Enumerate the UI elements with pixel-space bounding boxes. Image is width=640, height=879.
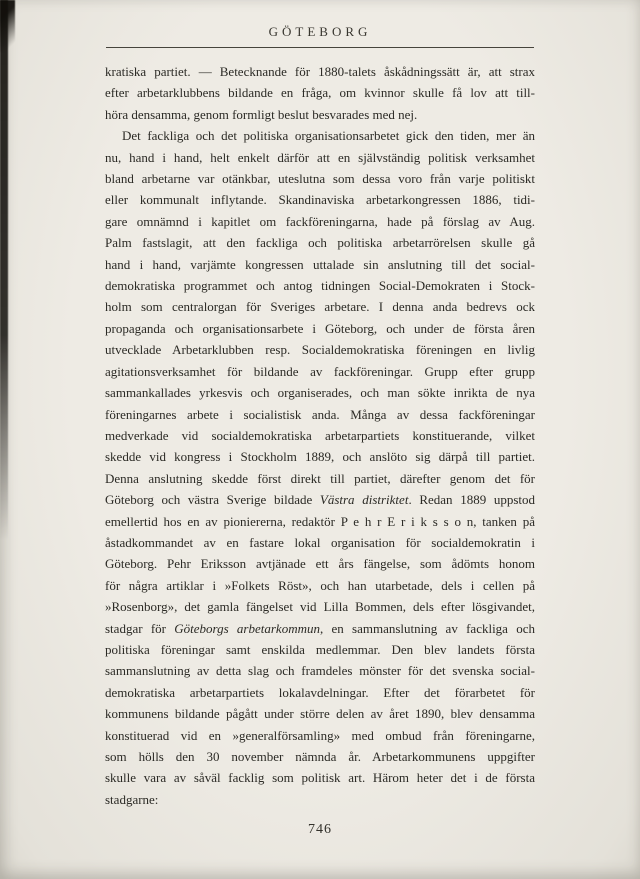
text-run: propaganda och organisationsarbete i Göteborg, och under de första åren bbox=[105, 320, 535, 336]
text-run: demokratiska arbetarpartiets lokalavdelningar. Efter det förarbetet för bbox=[105, 684, 535, 700]
text-run: stadgar för bbox=[105, 620, 175, 636]
text-line bbox=[105, 232, 535, 253]
text-line bbox=[105, 168, 535, 189]
text-run: Denna anslutning skedde först direkt till partiet, därefter genom det för bbox=[105, 470, 535, 486]
text-run: hand i hand, varjämte kongressen uttalade sin anslutning till det social- bbox=[105, 256, 535, 272]
page-number: 746 bbox=[308, 822, 332, 837]
text-line bbox=[105, 339, 535, 360]
text-run: medverkade vid socialdemokratiska arbetarpartiets konstituerande, vilket bbox=[105, 427, 535, 443]
text-line bbox=[105, 211, 535, 232]
text-line bbox=[105, 446, 535, 467]
text-run: föreningarnes arbete i socialistisk anda. Många av dessa fackföreningar bbox=[105, 406, 535, 422]
text-line bbox=[105, 468, 535, 489]
italic-text-run: Västra distriktet bbox=[319, 492, 409, 508]
text-line bbox=[105, 511, 535, 532]
text-line bbox=[105, 189, 535, 210]
text-run: åstadkommandet av en fastare lokal organisation för socialdemokratin i bbox=[105, 534, 535, 550]
text-run: kommunens bildande pågått under större delen av året 1890, blev densamma bbox=[105, 706, 535, 722]
text-line bbox=[105, 404, 535, 425]
text-line bbox=[105, 660, 535, 681]
scan-corner-shadow bbox=[0, 0, 15, 52]
text-run: sammanslutning av detta slag och framdeles mönster för det svenska social- bbox=[105, 663, 535, 679]
text-run: nu, hand i hand, helt enkelt därför att en självständig politisk verksamhet bbox=[105, 149, 535, 165]
text-run: stadgarne: bbox=[105, 791, 159, 807]
text-line bbox=[105, 682, 535, 703]
text-run: Palm fastslagit, att den fackliga och politiska arbetarrörelsen skulle gå bbox=[105, 235, 535, 251]
text-line bbox=[105, 746, 535, 767]
text-line bbox=[105, 553, 535, 574]
text-line bbox=[105, 296, 535, 317]
text-line bbox=[105, 254, 535, 275]
scan-edge-shadow bbox=[0, 0, 8, 540]
text-line bbox=[105, 104, 535, 125]
text-line bbox=[105, 639, 535, 660]
text-line bbox=[105, 82, 535, 103]
text-run: , en sammanslutning av fackliga och bbox=[319, 620, 536, 636]
text-line bbox=[105, 532, 535, 553]
body-text bbox=[105, 61, 535, 810]
text-line bbox=[105, 789, 535, 810]
italic-text-run: Göteborgs arbetarkommun bbox=[174, 620, 320, 636]
text-run: Det fackliga och det politiska organisationsarbetet gick den tiden, mer än bbox=[122, 128, 535, 144]
text-run: utvecklade Arbetarklubben resp. Socialdemokratiska föreningen en livlig bbox=[105, 342, 535, 358]
text-run: politiska föreningar samt enskilda medlemmar. Den blev landets första bbox=[105, 641, 535, 657]
text-run: demokratiska programmet och antog tidningen Social-Demokraten i Stock- bbox=[105, 278, 535, 294]
text-run: kratiska partiet. — Betecknande för 1880-talets åskådningssätt är, att strax bbox=[105, 64, 535, 79]
text-run: bland arbetarne var otänkbar, uteslutna som dessa voro från varje politiskt bbox=[105, 171, 535, 187]
text-line bbox=[105, 489, 535, 510]
text-run: skulle vara av såväl facklig som politisk art. Härom heter det i de första bbox=[105, 770, 535, 786]
text-run: efter arbetarklubbens bildande en fråga, om kvinnor skulle få lov att till- bbox=[105, 85, 535, 101]
text-line bbox=[105, 725, 535, 746]
text-line bbox=[105, 575, 535, 596]
text-line bbox=[105, 618, 535, 639]
text-line bbox=[105, 147, 535, 168]
text-run: Göteborg och västra Sverige bildade bbox=[105, 492, 320, 508]
text-line bbox=[105, 596, 535, 617]
text-line bbox=[105, 767, 535, 788]
page-header bbox=[0, 24, 640, 48]
text-run: eller kommunalt inflytande. Skandinaviska arbetarkongressen 1886, tidi- bbox=[105, 192, 535, 208]
text-run: som hölls den 30 november nämnda år. Arbetarkommunens uppgifter bbox=[105, 749, 535, 764]
text-line bbox=[105, 125, 535, 146]
text-line bbox=[105, 318, 535, 339]
text-run: skedde vid kongress i Stockholm 1889, och anslöto sig därpå till partiet. bbox=[105, 449, 535, 465]
text-run: emellertid hos en av pioniererna, redaktör P e h r E r i k s s o n, tanken på bbox=[105, 513, 535, 529]
running-head: GÖTEBORG bbox=[268, 24, 372, 39]
text-line bbox=[105, 703, 535, 724]
text-run: gare omnämnd i kapitlet om fackföreningarna, hade på förslag av Aug. bbox=[105, 213, 535, 229]
text-line bbox=[105, 382, 535, 403]
text-run: konstituerad vid en »generalförsamling» med ombud från föreningarne, bbox=[105, 727, 535, 743]
text-line bbox=[105, 425, 535, 446]
text-line bbox=[105, 275, 535, 296]
text-run: för några artiklar i »Folkets Röst», och han utarbetade, dels i cellen på bbox=[105, 577, 535, 593]
page-footer bbox=[0, 822, 640, 838]
text-run: . Redan 1889 uppstod bbox=[408, 492, 536, 508]
text-run: holm som centralorgan för Sveriges arbetare. I denna anda bedrevs ock bbox=[105, 299, 535, 315]
text-run: höra densamma, genom formligt beslut besvarades med nej. bbox=[105, 106, 418, 122]
text-run: Göteborg. Pehr Eriksson avtjänade ett års fängelse, som ådömts honom bbox=[105, 556, 535, 572]
text-line bbox=[105, 361, 535, 382]
text-run: »Rosenborg», det gamla fängelset vid Lilla Bommen, dels efter lösgivandet, bbox=[105, 599, 535, 615]
text-run: agitationsverksamhet för bildande av fackföreningar. Grupp efter grupp bbox=[105, 363, 535, 379]
header-rule bbox=[106, 47, 534, 48]
text-run: sammankallades yrkesvis och organiserades, och man sökte inrikta de nya bbox=[105, 385, 535, 401]
text-line bbox=[105, 61, 535, 82]
